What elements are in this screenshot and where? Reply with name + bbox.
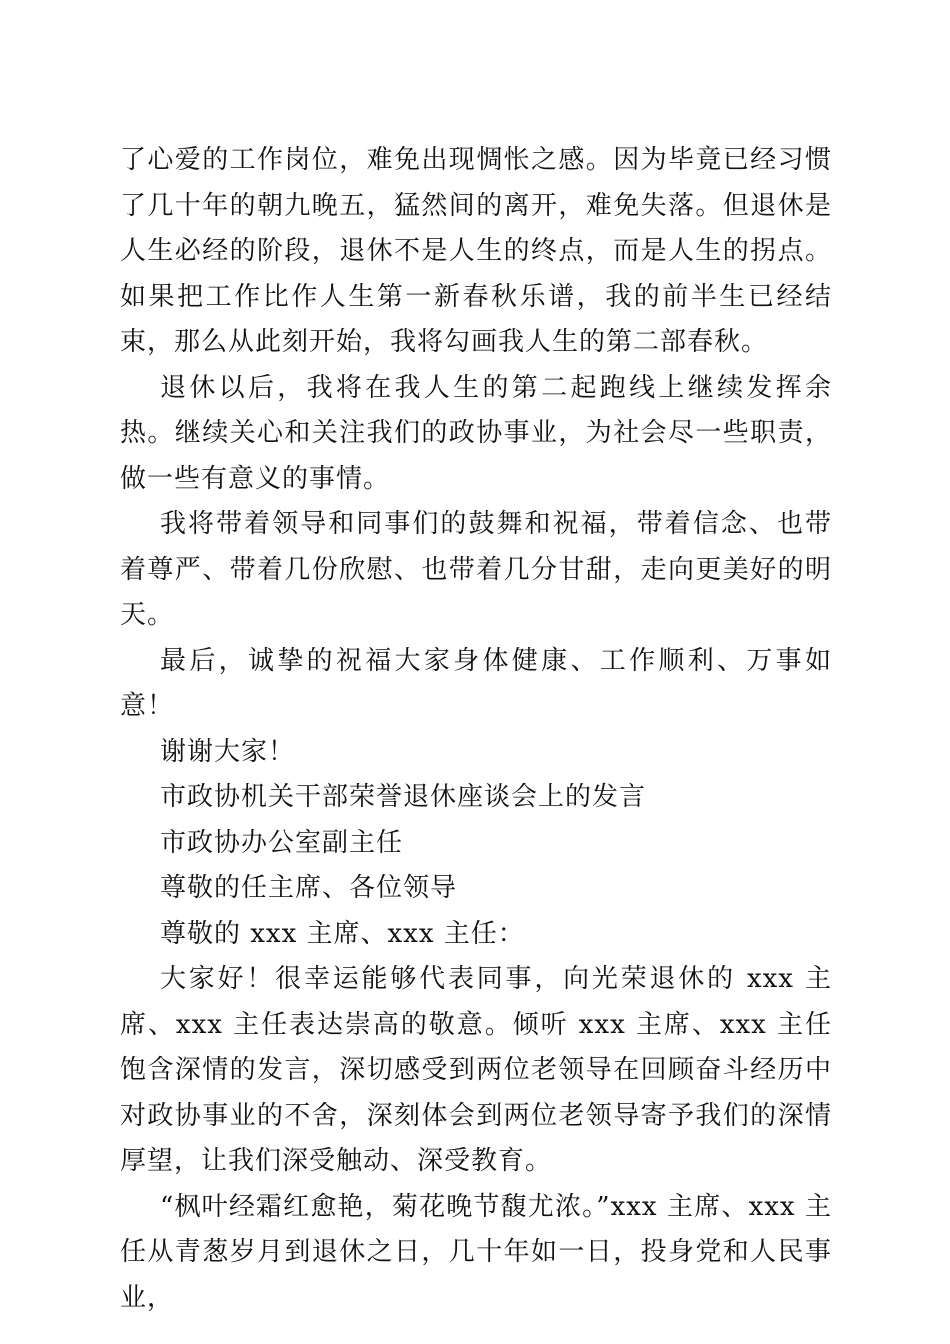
paragraph-blessings: 我将带着领导和同事们的鼓舞和祝福，带着信念、也带着尊严、带着几份欣慰、也带着几分甘甜，走向更美好的明天。	[120, 509, 832, 630]
paragraph-retirement-plans: 退休以后，我将在我人生的第二起跑线上继续发挥余热。继续关心和关注我们的政协事业，为社会尽一些职责，做一些有意义的事情。	[120, 372, 832, 494]
speaker-position: 市政协办公室副主任	[160, 827, 404, 858]
document-body	[120, 138, 832, 1321]
paragraph-continuation: 了心爱的工作岗位，难免出现惆怅之感。因为毕竟已经习惯了几十年的朝九晚五，猛然间的离开，难免失落。但退休是人生必经的阶段，退休不是人生的终点，而是人生的拐点。如果把工作比作人生第一新春秋乐谱，我的前半生已经结束，那么从此刻开始，我将勾画我人生的第二部春秋。	[120, 145, 832, 357]
salutation-2: 尊敬的 xxx 主席、xxx 主任：	[160, 918, 525, 949]
paragraph-greeting: 大家好！很幸运能够代表同事，向光荣退休的 xxx 主席、xxx 主任表达崇高的敬意。倾听 xxx 主席、xxx 主任饱含深情的发言，深切感受到两位老领导在回顾奋斗经历中对政协事业的不舍，深刻体会到两位老领导寄予我们的深情厚望，让我们深受触动、深受教育。	[120, 964, 832, 1176]
paragraph-thanks: 谢谢大家！	[160, 736, 296, 767]
paragraph-closing-wishes: 最后，诚挚的祝福大家身体健康、工作顺利、万事如意！	[120, 645, 832, 721]
salutation-1: 尊敬的任主席、各位领导	[160, 873, 458, 903]
speech-title: 市政协机关干部荣誉退休座谈会上的发言	[160, 782, 647, 812]
paragraph-poem-quote: “枫叶经霜红愈艳，菊花晚节馥尤浓。”xxx 主席、xxx 主任从青葱岁月到退休之日，几十年如一日，投身党和人民事业，	[120, 1191, 832, 1313]
